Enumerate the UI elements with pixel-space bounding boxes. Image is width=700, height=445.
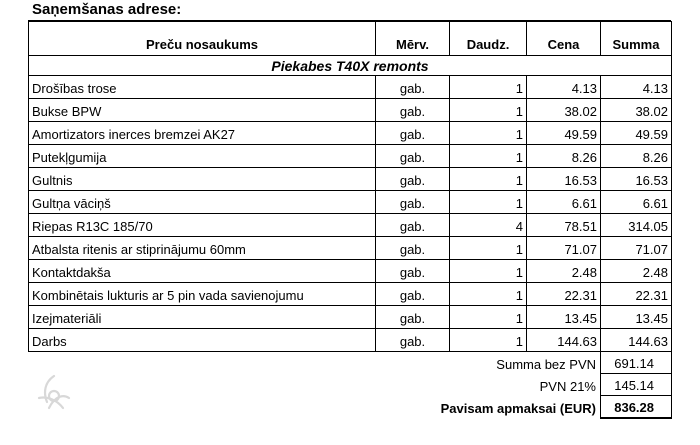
item-sum: 6.61: [601, 191, 672, 214]
item-name: Riepas R13C 185/70: [29, 214, 376, 237]
item-unit: gab.: [376, 168, 450, 191]
item-name: Atbalsta ritenis ar stiprinājumu 60mm: [29, 237, 376, 260]
item-name: Putekļgumija: [29, 145, 376, 168]
item-name: Gultņa vāciņš: [29, 191, 376, 214]
item-qty: 1: [450, 168, 527, 191]
item-price: 13.45: [527, 306, 601, 329]
table-row: [29, 122, 672, 145]
table-row: [29, 145, 672, 168]
item-price: 78.51: [527, 214, 601, 237]
column-header-name: Preču nosaukums: [29, 22, 376, 56]
table-row: [29, 260, 672, 283]
item-unit: gab.: [376, 260, 450, 283]
watermark-logo-icon: [33, 372, 75, 414]
item-qty: 1: [450, 237, 527, 260]
invoice-table: [28, 21, 672, 419]
group-title: Piekabes T40X remonts: [29, 56, 672, 76]
item-qty: 1: [450, 329, 527, 352]
group-title-row: [29, 56, 672, 76]
item-sum: 4.13: [601, 76, 672, 99]
column-header-qty: Daudz.: [450, 22, 527, 56]
item-name: Kombinētais lukturis ar 5 pin vada savienojumu: [29, 283, 376, 306]
item-sum: 8.26: [601, 145, 672, 168]
grand-total-row: [29, 396, 672, 418]
item-unit: gab.: [376, 214, 450, 237]
table-row: [29, 76, 672, 99]
item-name: Kontaktdakša: [29, 260, 376, 283]
item-sum: 71.07: [601, 237, 672, 260]
item-qty: 1: [450, 145, 527, 168]
subtotal-label: Summa bez PVN: [496, 356, 596, 372]
item-qty: 1: [450, 306, 527, 329]
item-unit: gab.: [376, 306, 450, 329]
item-qty: 1: [450, 260, 527, 283]
item-unit: gab.: [376, 76, 450, 99]
item-price: 6.61: [527, 191, 601, 214]
item-price: 16.53: [527, 168, 601, 191]
item-price: 49.59: [527, 122, 601, 145]
delivery-address-label: Saņemšanas adrese:: [32, 1, 182, 18]
column-header-unit: Mērv.: [376, 22, 450, 56]
table-row: [29, 168, 672, 191]
item-unit: gab.: [376, 283, 450, 306]
item-name: Drošības trose: [29, 76, 376, 99]
item-sum: 22.31: [601, 283, 672, 306]
item-price: 8.26: [527, 145, 601, 168]
item-sum: 144.63: [601, 329, 672, 352]
table-row: [29, 329, 672, 352]
item-unit: gab.: [376, 99, 450, 122]
item-price: 22.31: [527, 283, 601, 306]
grand-total-value: 836.28: [601, 396, 672, 418]
item-price: 4.13: [527, 76, 601, 99]
item-qty: 1: [450, 76, 527, 99]
item-qty: 1: [450, 99, 527, 122]
item-price: 71.07: [527, 237, 601, 260]
item-unit: gab.: [376, 145, 450, 168]
table-header-row: [29, 22, 672, 56]
table-row: [29, 191, 672, 214]
item-sum: 38.02: [601, 99, 672, 122]
item-sum: 49.59: [601, 122, 672, 145]
item-name: Amortizators inerces bremzei AK27: [29, 122, 376, 145]
item-name: Darbs: [29, 329, 376, 352]
item-qty: 4: [450, 214, 527, 237]
table-row: [29, 214, 672, 237]
item-sum: 13.45: [601, 306, 672, 329]
table-row: [29, 306, 672, 329]
item-qty: 1: [450, 191, 527, 214]
table-row: [29, 99, 672, 122]
item-unit: gab.: [376, 122, 450, 145]
item-qty: 1: [450, 283, 527, 306]
item-sum: 2.48: [601, 260, 672, 283]
grand-total-label: Pavisam apmaksai (EUR): [440, 400, 596, 416]
column-header-price: Cena: [527, 22, 601, 56]
item-unit: gab.: [376, 237, 450, 260]
item-sum: 16.53: [601, 168, 672, 191]
item-name: Bukse BPW: [29, 99, 376, 122]
item-name: Izejmateriāli: [29, 306, 376, 329]
table-row: [29, 283, 672, 306]
item-unit: gab.: [376, 191, 450, 214]
item-sum: 314.05: [601, 214, 672, 237]
item-price: 2.48: [527, 260, 601, 283]
item-unit: gab.: [376, 329, 450, 352]
vat-row: [29, 374, 672, 396]
item-price: 144.63: [527, 329, 601, 352]
vat-value: 145.14: [601, 374, 672, 396]
vat-label: PVN 21%: [539, 378, 596, 394]
table-row: [29, 237, 672, 260]
item-price: 38.02: [527, 99, 601, 122]
subtotal-value: 691.14: [601, 352, 672, 374]
column-header-sum: Summa: [601, 22, 672, 56]
subtotal-row: [29, 352, 672, 374]
item-qty: 1: [450, 122, 527, 145]
item-name: Gultnis: [29, 168, 376, 191]
